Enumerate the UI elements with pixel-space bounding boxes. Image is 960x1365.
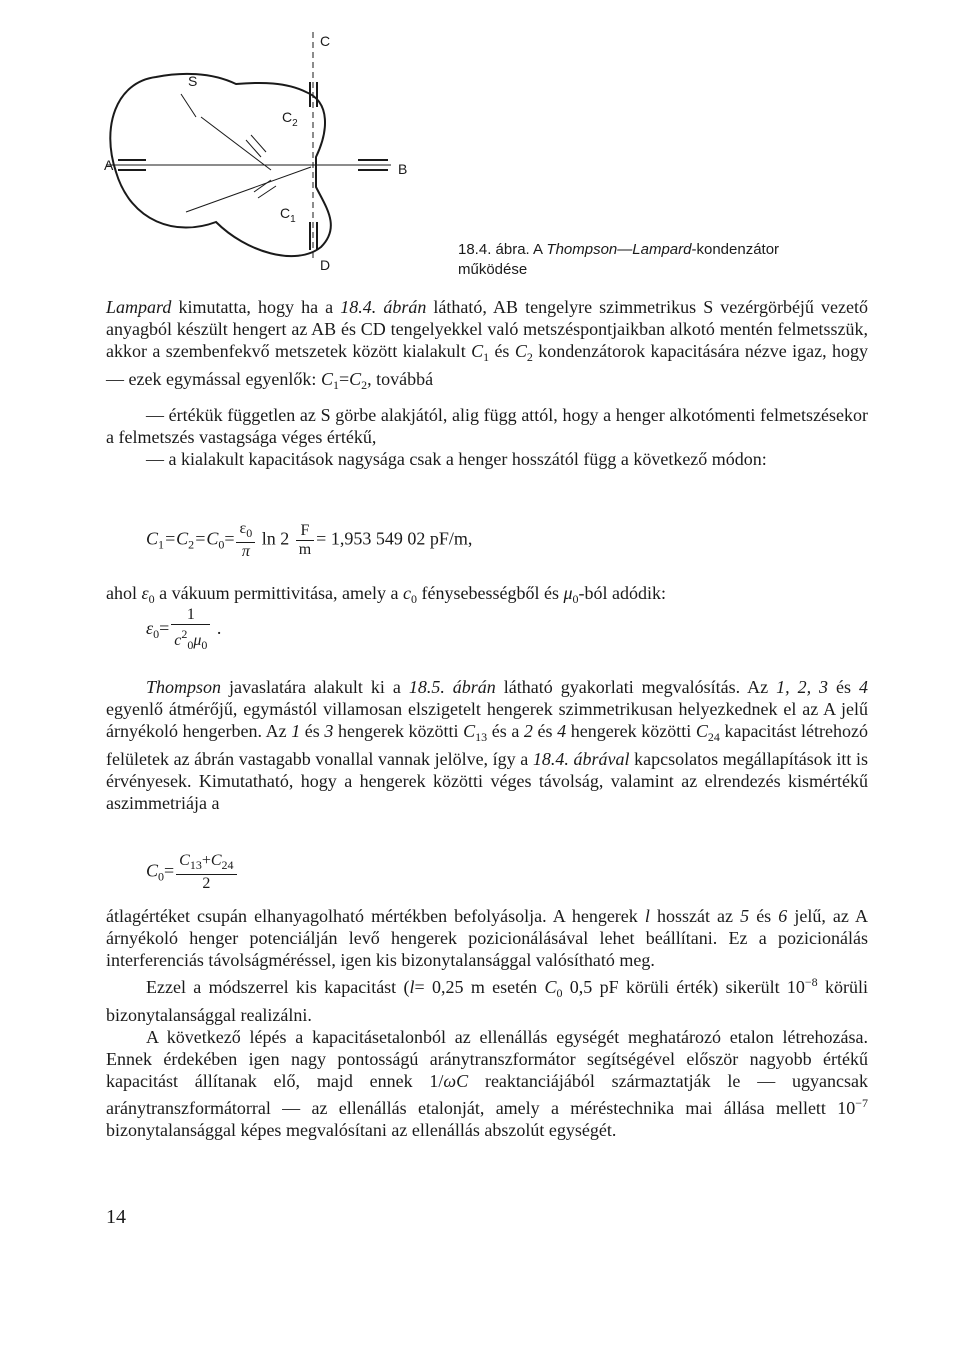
- paragraph-7: Ezzel a módszerrel kis kapacitást (l= 0,25 m esetén $C_0$ 0,5 pF körüli érték) sikerült $10^{-8}$ körüli bizonytalansággal realizálni.: [106, 975, 869, 1025]
- paragraph-6: átlagértéket csupán elhanyagolható mértékben befolyásolja. A hengerek l hosszát az 5 és 6 jelű, az A árnyékoló henger potenciálján levő hengerek pozicionálásával lehet beállítani. Ez a pozicionálás interferenciás távolságméréssel, igen kis bizonytalansággal valósítható meg.: [106, 906, 869, 970]
- paragraph-3: — a kialakult kapacitások nagysága csak a henger hosszától függ a következő módon:: [146, 449, 767, 469]
- paragraph-5: Thompson javaslatára alakult ki a 18.5. ábrán látható gyakorlati megvalósítás. Az 1, 2, 3 és 4 egyenlő átmérőjű, egymástól villamosan elszigetelt hengerek szimmetrikusan helyezkednek el az A jelű árnyékoló hengerben. Az 1 és 3 hengerek közötti $C_{13}$ és a 2 és 4 hengerek közötti $C_{24}$ kapacitást létrehozó felületek az ábrán vastagabb vonallal vannak jelölve, így a 18.4. ábrával kapcsolatos megállapítások itt is érvényesek. Kimutatható, hogy a hengerek közötti véges távolság, valamint az elrendezés kismértékű aszimmetriája a: [106, 677, 869, 813]
- body-text-top: [106, 296, 868, 470]
- paragraph-2: — értékük független az S görbe alakjától, alig függ attól, hogy a henger alkotómenti felmetszésekor a felmetszés vastagsága véges értékű,: [106, 405, 868, 447]
- paragraph-8: A következő lépés a kapacitásetalonból az ellenállás egységét meghatározó etalon létrehozása. Ennek érdekében igen nagy pontosságú aránytranszformátor segítségével először nagyobb értékű kapacitást állítanak elő, majd ennek 1/ωC reaktanciájából származtatják le — ugyancsak aránytranszformátorral — az ellenállás etalonját, amely a méréstechnika mai állása mellett $10^{-7}$ bizonytalansággal képes megvalósítani az ellenállás abszolút egységét.: [106, 1027, 868, 1140]
- formula-capacitance: $C_1=C_2=C_0=$ $\frac{\varepsilon_0}{\pi}$ ln 2 $\frac{F}{m}$ = 1,953 549 02 pF/m,: [146, 520, 473, 560]
- label-a: A: [104, 157, 114, 173]
- label-c2: $C_2$: [282, 109, 298, 129]
- figure-caption: 18.4. ábra. A Thompson—Lampard-kondenzátor működése: [458, 241, 780, 278]
- capacitor-diagram: [96, 22, 456, 292]
- label-c1: $C_1$: [280, 205, 296, 225]
- paragraph-1: Lampard kimutatta, hogy ha a 18.4. ábrán látható, AB tengelyre szimmetrikus S vezérgörbéjű vezető anyagból készült hengert az AB és CD tengelyekkel való metszéspontjaikban alkotó mentén felmetsszük, akkor a szembenfekvő metszetek között kialakult $C_1$ és $C_2$ kondenzátorok kapacitására nézve igaz, hogy — ezek egymással egyenlők: $C_1=C_2$, továbbá: [106, 297, 868, 392]
- label-b: B: [398, 161, 408, 177]
- formula-permittivity: $\varepsilon_0=$ $\frac{1}{c^2_0\mu_0}$ .: [146, 606, 222, 652]
- page-number: 14: [106, 1206, 126, 1228]
- formula-average: $C_0=$ $\frac{C_{13}+C_{24}}{2}$: [146, 852, 239, 893]
- paragraph-4: ahol $\varepsilon_0$ a vákuum permittivitása, amely a $c_0$ fénysebességből és $\mu_0$-ból adódik:: [106, 583, 667, 606]
- body-text-thompson: [106, 676, 868, 814]
- body-text-bottom: [106, 905, 868, 1141]
- label-s: S: [188, 73, 198, 89]
- label-d: D: [320, 257, 331, 273]
- figure-18-4: [96, 22, 456, 292]
- label-c: C: [320, 33, 331, 49]
